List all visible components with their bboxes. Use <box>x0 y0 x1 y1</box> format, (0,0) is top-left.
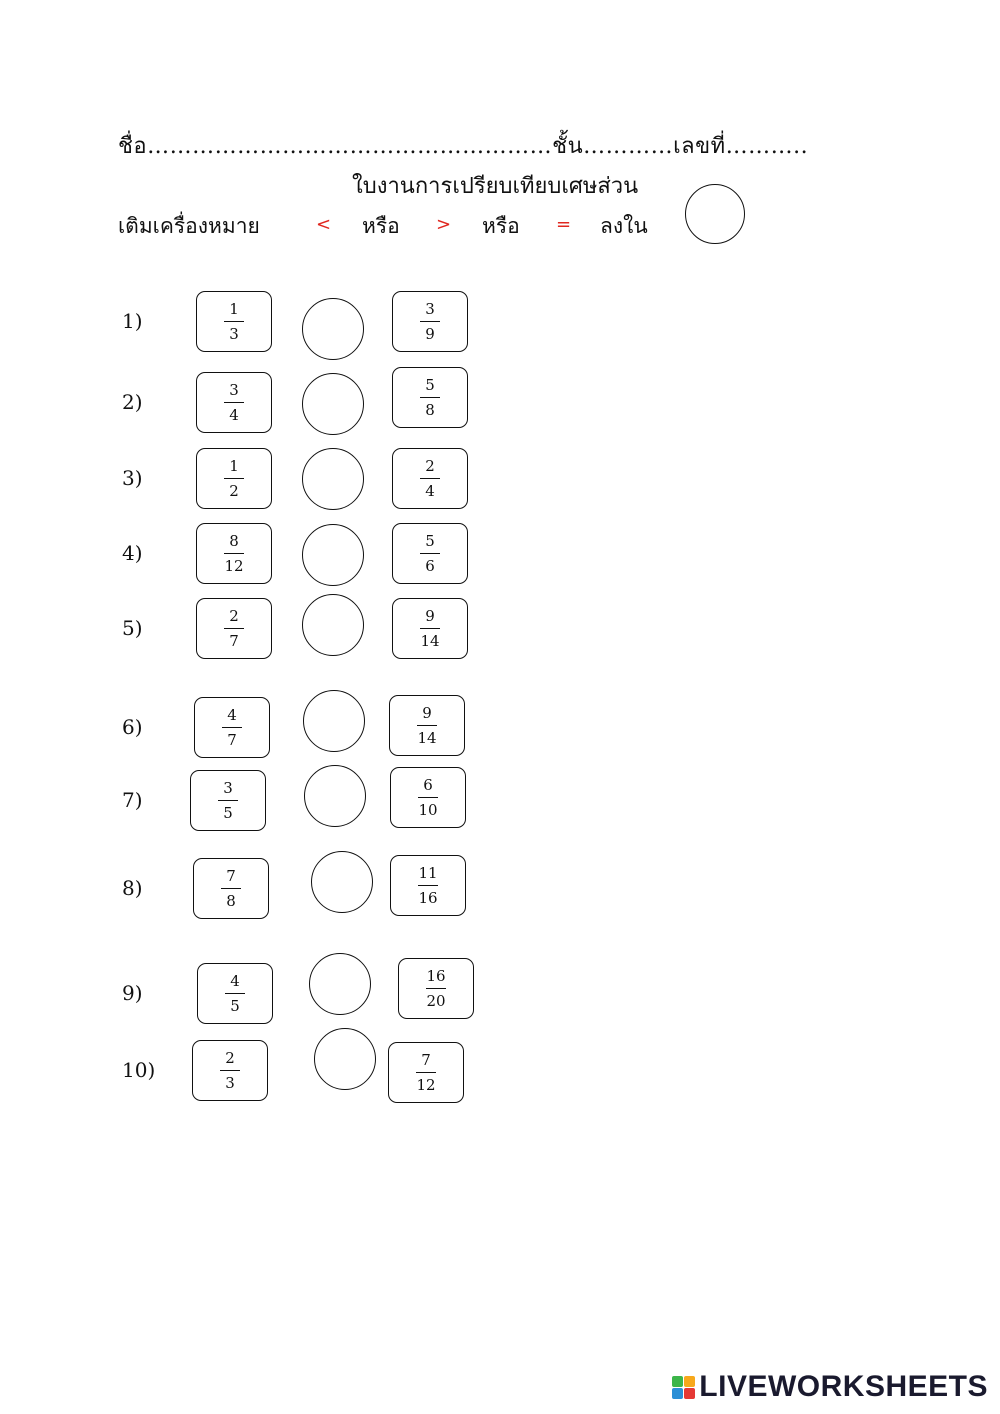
numerator: 9 <box>422 704 432 722</box>
question-number: 9) <box>122 981 143 1005</box>
left-fraction-box <box>190 770 266 831</box>
numerator: 5 <box>425 532 435 550</box>
numerator: 9 <box>425 607 435 625</box>
numerator: 1 <box>229 457 239 475</box>
answer-circle[interactable] <box>302 594 364 656</box>
fraction-bar <box>222 727 242 728</box>
numerator: 3 <box>229 381 239 399</box>
equals-symbol: = <box>556 214 572 235</box>
right-fraction-box <box>398 958 474 1019</box>
logo-square-e <box>684 1388 695 1399</box>
numerator: 7 <box>421 1051 431 1069</box>
question-number: 8) <box>122 876 143 900</box>
denominator: 4 <box>425 482 435 500</box>
left-fraction <box>225 971 245 1016</box>
answer-circle[interactable] <box>302 524 364 586</box>
numerator: 6 <box>423 776 433 794</box>
left-fraction <box>222 705 242 750</box>
fraction-bar <box>416 1072 436 1073</box>
numerator: 5 <box>425 376 435 394</box>
right-fraction-box <box>388 1042 464 1103</box>
right-fraction-box <box>389 695 465 756</box>
right-fraction-box <box>390 855 466 916</box>
fraction-bar <box>225 993 245 994</box>
denominator: 12 <box>224 557 244 575</box>
denominator: 5 <box>223 804 233 822</box>
right-fraction <box>414 1050 437 1095</box>
fraction-bar <box>224 321 244 322</box>
right-fraction <box>424 966 447 1011</box>
right-fraction-box <box>392 367 468 428</box>
liveworksheets-brand <box>672 1370 988 1404</box>
fraction-bar <box>221 888 241 889</box>
left-fraction-box <box>192 1040 268 1101</box>
left-fraction <box>224 299 244 344</box>
fraction-bar <box>420 478 440 479</box>
student-info-line: ชื่อ………………………………………………ชั้น…………เลขที่……….. <box>118 134 809 159</box>
right-fraction-box <box>390 767 466 828</box>
denominator: 10 <box>418 801 438 819</box>
denominator: 16 <box>418 889 438 907</box>
logo-square-l <box>672 1376 683 1387</box>
numerator: 4 <box>230 972 240 990</box>
answer-circle[interactable] <box>311 851 373 913</box>
logo-square-v <box>672 1388 683 1399</box>
fraction-bar <box>420 321 440 322</box>
left-fraction <box>221 866 241 911</box>
left-fraction-box <box>196 598 272 659</box>
right-fraction <box>415 703 438 748</box>
denominator: 4 <box>229 406 239 424</box>
left-fraction-box <box>194 697 270 758</box>
left-fraction <box>224 456 244 501</box>
left-fraction <box>218 778 238 823</box>
left-fraction-box <box>193 858 269 919</box>
numerator: 7 <box>226 867 236 885</box>
right-fraction <box>420 299 440 344</box>
denominator: 5 <box>230 997 240 1015</box>
denominator: 12 <box>416 1076 436 1094</box>
denominator: 8 <box>226 892 236 910</box>
fraction-bar <box>224 628 244 629</box>
question-number: 6) <box>122 715 143 739</box>
answer-circle[interactable] <box>303 690 365 752</box>
denominator: 9 <box>425 325 435 343</box>
numerator: 2 <box>225 1049 235 1067</box>
left-fraction-box <box>196 448 272 509</box>
less-than-symbol: < <box>316 214 332 235</box>
answer-circle[interactable] <box>304 765 366 827</box>
right-fraction <box>416 863 439 908</box>
denominator: 3 <box>225 1074 235 1092</box>
logo-square-i <box>684 1376 695 1387</box>
left-fraction-box <box>196 523 272 584</box>
instruction-suffix: ลงใน <box>600 214 648 238</box>
numerator: 2 <box>229 607 239 625</box>
worksheet-title: ใบงานการเปรียบเทียบเศษส่วน <box>352 174 639 199</box>
denominator: 6 <box>425 557 435 575</box>
right-fraction-box <box>392 291 468 352</box>
denominator: 14 <box>417 729 437 747</box>
numerator: 3 <box>425 300 435 318</box>
denominator: 14 <box>420 632 440 650</box>
fraction-bar <box>218 800 238 801</box>
left-fraction <box>224 380 244 425</box>
fraction-bar <box>426 988 446 989</box>
question-number: 7) <box>122 788 143 812</box>
denominator: 2 <box>229 482 239 500</box>
liveworksheets-logo-icon <box>672 1376 695 1399</box>
fraction-bar <box>224 402 244 403</box>
denominator: 7 <box>229 632 239 650</box>
answer-circle[interactable] <box>302 298 364 360</box>
denominator: 7 <box>227 731 237 749</box>
fraction-bar <box>224 553 244 554</box>
question-number: 3) <box>122 466 143 490</box>
example-answer-circle-icon <box>685 184 745 244</box>
left-fraction <box>222 531 245 576</box>
right-fraction <box>420 531 440 576</box>
numerator: 16 <box>426 967 446 985</box>
question-number: 4) <box>122 541 143 565</box>
brand-text: LIVEWORKSHEETS <box>699 1370 988 1403</box>
question-number: 1) <box>122 309 143 333</box>
instruction-prefix: เติมเครื่องหมาย <box>118 214 260 238</box>
fraction-bar <box>420 397 440 398</box>
right-fraction <box>420 456 440 501</box>
fraction-bar <box>417 725 437 726</box>
left-fraction <box>220 1048 240 1093</box>
right-fraction <box>418 606 441 651</box>
numerator: 2 <box>425 457 435 475</box>
fraction-bar <box>418 797 438 798</box>
fraction-bar <box>420 628 440 629</box>
left-fraction-box <box>197 963 273 1024</box>
numerator: 8 <box>229 532 239 550</box>
numerator: 3 <box>223 779 233 797</box>
instruction-or-2: หรือ <box>482 214 520 238</box>
fraction-bar <box>420 553 440 554</box>
left-fraction <box>224 606 244 651</box>
greater-than-symbol: > <box>436 214 452 235</box>
question-number: 5) <box>122 616 143 640</box>
answer-circle[interactable] <box>309 953 371 1015</box>
question-number: 10) <box>122 1058 156 1082</box>
instruction-or-1: หรือ <box>362 214 400 238</box>
fraction-bar <box>224 478 244 479</box>
fraction-bar <box>418 885 438 886</box>
denominator: 20 <box>426 992 446 1010</box>
numerator: 4 <box>227 706 237 724</box>
right-fraction-box <box>392 523 468 584</box>
question-number: 2) <box>122 390 143 414</box>
right-fraction-box <box>392 448 468 509</box>
right-fraction-box <box>392 598 468 659</box>
left-fraction-box <box>196 291 272 352</box>
denominator: 3 <box>229 325 239 343</box>
left-fraction-box <box>196 372 272 433</box>
numerator: 1 <box>229 300 239 318</box>
right-fraction <box>416 775 439 820</box>
answer-circle[interactable] <box>302 373 364 435</box>
denominator: 8 <box>425 401 435 419</box>
right-fraction <box>420 375 440 420</box>
numerator: 11 <box>418 864 438 882</box>
answer-circle[interactable] <box>314 1028 376 1090</box>
fraction-bar <box>220 1070 240 1071</box>
answer-circle[interactable] <box>302 448 364 510</box>
